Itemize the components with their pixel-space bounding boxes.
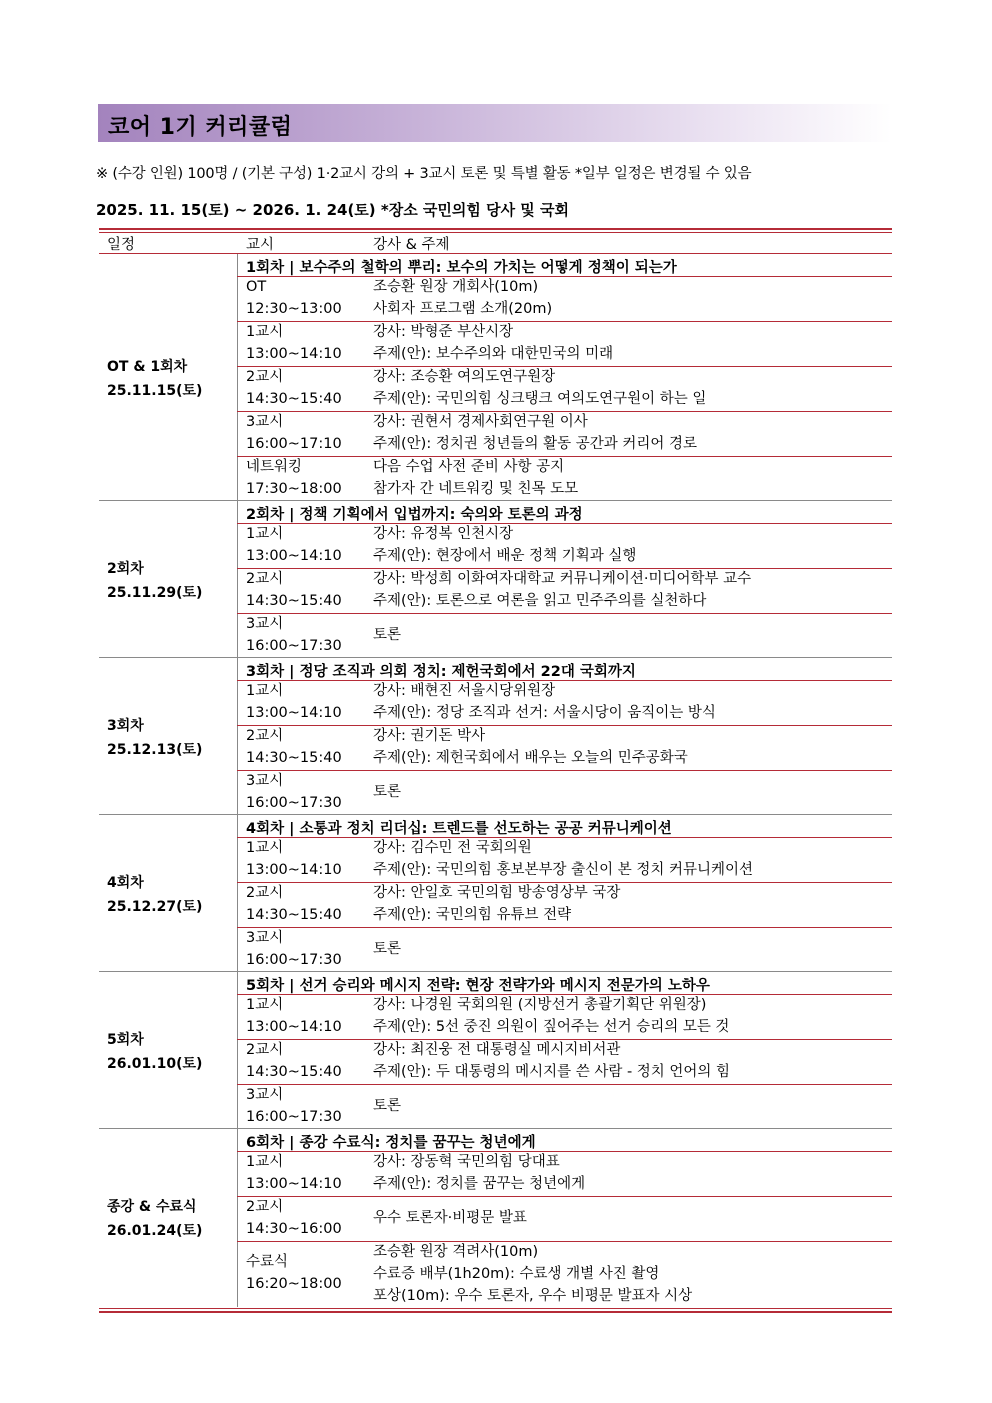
period-label: 2교시 [246,369,284,385]
topic-text: 주제(안): 정당 조직과 선거: 서울시당이 움직이는 방식 [373,705,716,721]
session-title: 6회차 | 종강 수료식: 정치를 꿈꾸는 청년에게 [246,1135,536,1151]
lecturer-text: 강사: 나경원 국회의원 (지방선거 총괄기획단 위원장) [373,997,707,1013]
session-date: 25.12.13(토) [107,741,203,758]
row-divider [237,276,892,277]
period-time: 14:30~16:00 [246,1221,342,1237]
session-separator [99,971,892,972]
row-divider [237,725,892,726]
session-date: 26.01.10(토) [107,1055,203,1072]
session-separator [99,1128,892,1129]
topic-text: 주제(안): 국민의힘 싱크탱크 여의도연구원이 하는 일 [373,391,707,407]
lecturer-text: 강사: 권기돈 박사 [373,728,486,744]
header-rule [99,253,892,254]
course-note: ※ (수강 인원) 100명 / (기본 구성) 1·2교시 강의 + 3교시 토론 및 특별 활동 *일부 일정은 변경될 수 있음 [96,166,752,182]
course-dates: 2025. 11. 15(토) ~ 2026. 1. 24(토) *장소 국민의힘 당사 및 국회 [96,201,569,219]
activity-text: 토론 [373,941,402,957]
topic-text: 주제(안): 5선 중진 의원이 짚어주는 선거 승리의 모든 것 [373,1019,730,1035]
row-divider [237,1241,892,1242]
period-label: 1교시 [246,683,284,699]
lecturer-text: 강사: 장동혁 국민의힘 당대표 [373,1154,560,1170]
session-title: 2회차 | 정책 기획에서 입법까지: 숙의와 토론의 과정 [246,507,583,523]
period-time: 16:00~17:30 [246,952,342,968]
row-divider [237,456,892,457]
lecturer-text: 조승환 원장 격려사(10m) [373,1244,539,1260]
period-time: 13:00~14:10 [246,1176,342,1192]
header-lecturer-topic: 강사 & 주제 [373,237,450,253]
session-title: 3회차 | 정당 조직과 의회 정치: 제헌국회에서 22대 국회까지 [246,664,636,680]
lecturer-text: 강사: 김수민 전 국회의원 [373,840,532,856]
header-period: 교시 [246,237,275,253]
period-label: 2교시 [246,728,284,744]
row-divider [237,680,892,681]
topic-text: 참가자 간 네트워킹 및 친목 도모 [373,481,579,497]
period-time: 13:00~14:10 [246,1019,342,1035]
row-divider [237,613,892,614]
lecturer-text: 강사: 배현진 서울시당위원장 [373,683,556,699]
session-separator [99,500,892,501]
lecturer-text: 강사: 안일호 국민의힘 방송영상부 국장 [373,885,621,901]
session-separator [99,814,892,815]
row-divider [237,523,892,524]
row-divider [237,927,892,928]
period-label: 3교시 [246,930,284,946]
row-divider [237,770,892,771]
row-divider [237,1151,892,1152]
period-label: 2교시 [246,1042,284,1058]
topic-text: 주제(안): 두 대통령의 메시지를 쓴 사람 - 정치 언어의 힘 [373,1064,731,1080]
topic-text: 주제(안): 국민의힘 홍보본부장 출신이 본 정치 커뮤니케이션 [373,862,754,878]
lecturer-text: 다음 수업 사전 준비 사항 공지 [373,459,565,475]
session-date: 25.11.15(토) [107,382,203,399]
topic-text: 주제(안): 정치권 청년들의 활동 공간과 커리어 경로 [373,436,697,452]
session-title: 4회차 | 소통과 정치 리더십: 트렌드를 선도하는 공공 커뮤니케이션 [246,821,672,837]
activity-text: 우수 토론자·비평문 발표 [373,1210,527,1226]
lecturer-text: 강사: 박성희 이화여자대학교 커뮤니케이션·미디어학부 교수 [373,571,752,587]
lecturer-text: 강사: 박형준 부산시장 [373,324,514,340]
title-banner [98,104,892,142]
row-divider [237,1196,892,1197]
session-date: 25.12.27(토) [107,898,203,915]
period-label: 2교시 [246,885,284,901]
period-label: 1교시 [246,324,284,340]
period-time: 12:30~13:00 [246,301,342,317]
lecturer-text: 강사: 권현서 경제사회연구원 이사 [373,414,588,430]
period-time: 14:30~15:40 [246,391,342,407]
period-time: 14:30~15:40 [246,907,342,923]
period-label: 네트워킹 [246,459,303,475]
period-time: 14:30~15:40 [246,1064,342,1080]
period-time: 16:00~17:30 [246,638,342,654]
row-divider [237,366,892,367]
session-separator [99,657,892,658]
session-title: 1회차 | 보수주의 철학의 뿌리: 보수의 가치는 어떻게 정책이 되는가 [246,260,677,276]
period-time: 13:00~14:10 [246,548,342,564]
period-time: 16:00~17:30 [246,795,342,811]
period-label: 2교시 [246,1199,284,1215]
topic-text: 주제(안): 정치를 꿈꾸는 청년에게 [373,1176,586,1192]
period-label: 2교시 [246,571,284,587]
session-title: 5회차 | 선거 승리와 메시지 전략: 현장 전략가와 메시지 전문가의 노하우 [246,978,710,994]
topic-text: 주제(안): 국민의힘 유튜브 전략 [373,907,572,923]
period-time: 17:30~18:00 [246,481,342,497]
activity-text: 토론 [373,784,402,800]
period-label: 1교시 [246,997,284,1013]
lecturer-text: 강사: 유정복 인천시장 [373,526,514,542]
session-label: 종강 & 수료식 [107,1199,197,1215]
period-time: 16:20~18:00 [246,1276,342,1292]
activity-text: 토론 [373,627,402,643]
table-bottom-rule [99,1308,892,1313]
topic-text: 사회자 프로그램 소개(20m) [373,301,553,317]
topic-text: 주제(안): 현장에서 배운 정책 기획과 실행 [373,548,637,564]
period-time: 13:00~14:10 [246,862,342,878]
row-divider [237,1084,892,1085]
header-schedule: 일정 [107,237,136,253]
session-label: 4회차 [107,874,144,891]
row-divider [237,837,892,838]
topic-text: 주제(안): 제헌국회에서 배우는 오늘의 민주공화국 [373,750,688,766]
session-date: 26.01.24(토) [107,1223,203,1239]
session-date: 25.11.29(토) [107,584,203,601]
period-label: 1교시 [246,526,284,542]
period-time: 14:30~15:40 [246,750,342,766]
lecturer-text: 조승환 원장 개회사(10m) [373,279,539,295]
lecturer-text: 강사: 최진웅 전 대통령실 메시지비서관 [373,1042,621,1058]
period-label: 1교시 [246,1154,284,1170]
period-label: 3교시 [246,1087,284,1103]
page-title: 코어 1기 커리큘럼 [108,115,293,140]
session-label: 5회차 [107,1031,144,1048]
period-label: OT [246,279,267,295]
period-label: 3교시 [246,616,284,632]
award-text: 포상(10m): 우수 토론자, 우수 비평문 발표자 시상 [373,1288,693,1304]
period-time: 16:00~17:10 [246,436,342,452]
period-time: 16:00~17:30 [246,1109,342,1125]
lecturer-text: 강사: 조승환 여의도연구원장 [373,369,556,385]
topic-text: 수료증 배부(1h20m): 수료생 개별 사진 촬영 [373,1266,660,1282]
table-top-rule [99,228,892,233]
period-label: 1교시 [246,840,284,856]
period-label: 수료식 [246,1254,289,1270]
session-label: 2회차 [107,560,144,577]
row-divider [237,321,892,322]
session-label: OT & 1회차 [107,358,188,375]
activity-text: 토론 [373,1098,402,1114]
session-label: 3회차 [107,717,144,734]
period-time: 14:30~15:40 [246,593,342,609]
period-time: 13:00~14:10 [246,705,342,721]
period-time: 13:00~14:10 [246,346,342,362]
period-label: 3교시 [246,414,284,430]
topic-text: 주제(안): 토론으로 여론을 읽고 민주주의를 실천하다 [373,593,707,609]
period-label: 3교시 [246,773,284,789]
topic-text: 주제(안): 보수주의와 대한민국의 미래 [373,346,614,362]
